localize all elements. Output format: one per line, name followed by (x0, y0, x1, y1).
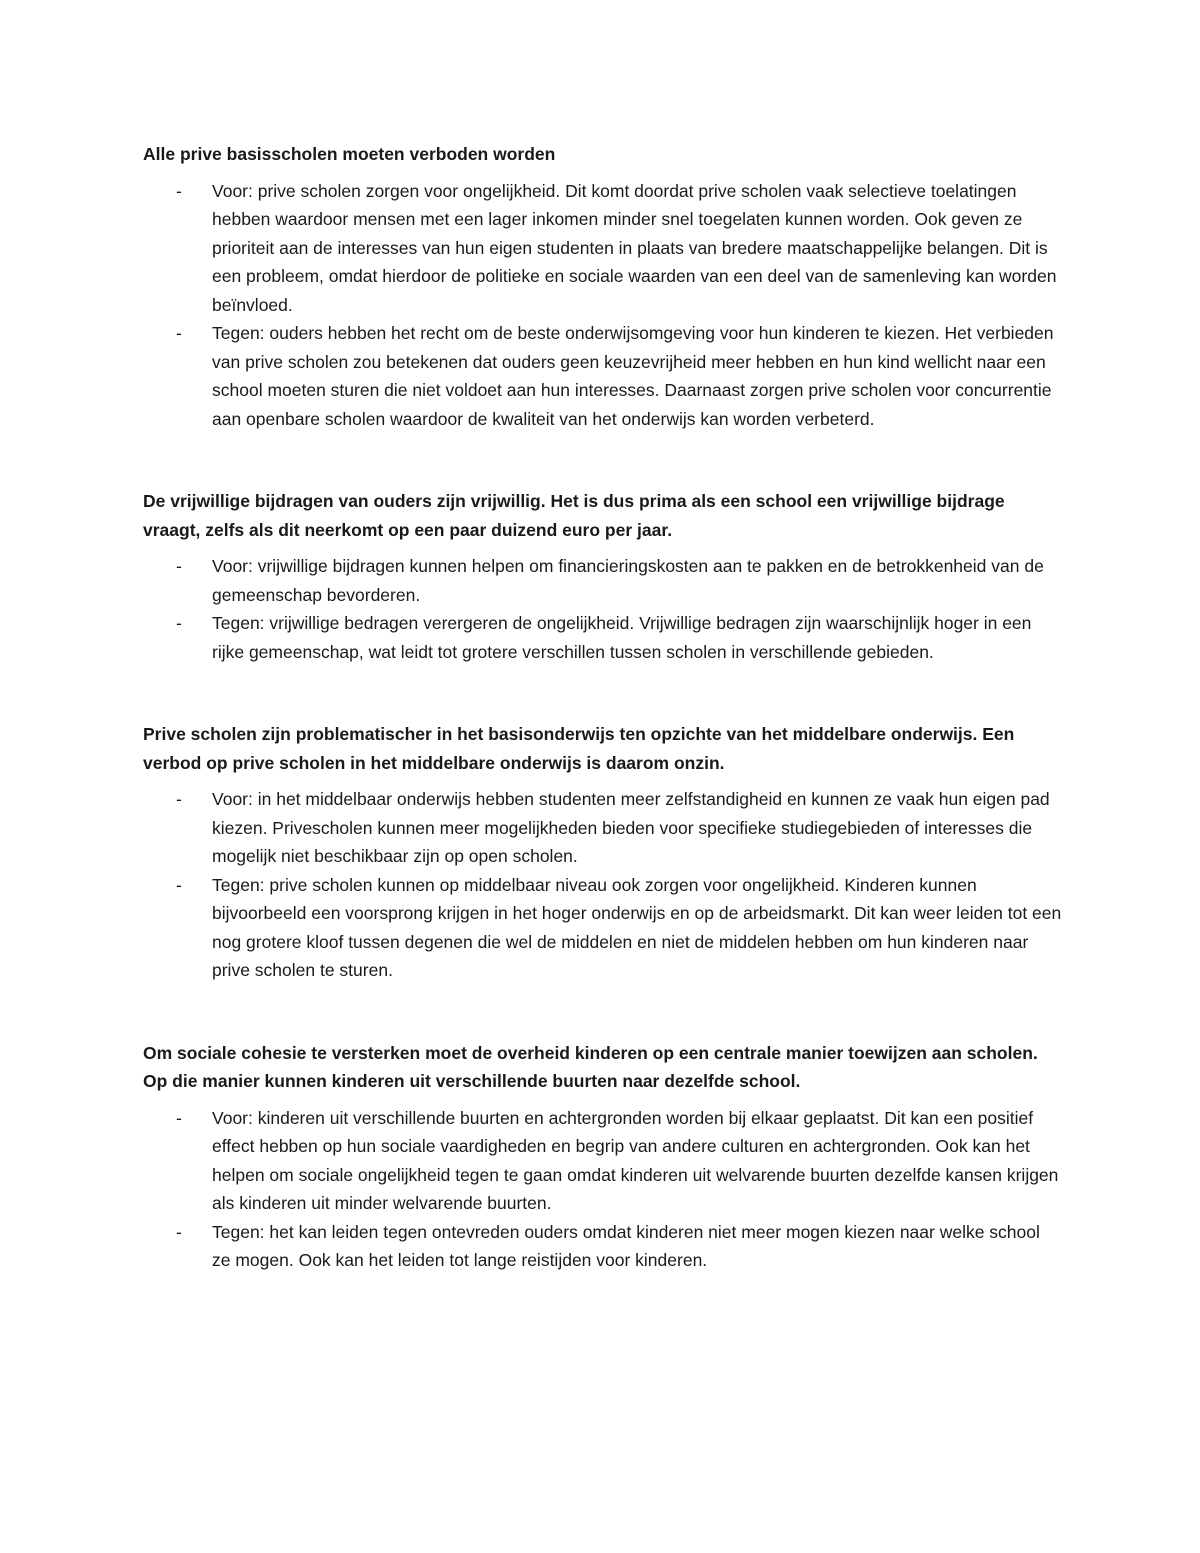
list-dash: - (176, 1107, 182, 1128)
argument-tegen (143, 319, 1063, 433)
list-dash: - (176, 556, 182, 576)
argument-tegen (143, 1218, 1063, 1275)
list-dash: - (176, 180, 182, 201)
list-dash: - (176, 874, 182, 895)
argument-text: Voor: kinderen uit verschillende buurten en achtergronden worden bij elkaar geplaatst. Dit kan een positief effect hebben op hun sociale vaardigheden en begrip van andere culturen en achtergronden. Ook kan het helpen om sociale ongelijkheid tegen te gaan omdat kinderen uit welvarende buurten dezelfde kansen krijgen als kinderen uit minder welvarende buurten. (212, 1107, 1059, 1213)
argument-text: Tegen: ouders hebben het recht om de beste onderwijsomgeving voor hun kinderen te kiezen. Het verbieden van prive scholen zou betekenen dat ouders geen keuzevrijheid meer hebben en hun kind wellicht naar een school moeten sturen die niet voldoet aan hun interesses. Daarnaast zorgen prive scholen voor concurrentie aan openbare scholen waardoor de kwaliteit van het onderwijs kan worden verbeterd. (212, 323, 1054, 429)
argument-list (143, 177, 1063, 434)
list-dash: - (176, 1221, 182, 1242)
argument-text: Voor: prive scholen zorgen voor ongelijkheid. Dit komt doordat prive scholen vaak selectieve toelatingen hebben waardoor mensen met een lager inkomen minder snel toegelaten kunnen worden. Ook geven ze prioriteit aan de interesses van hun eigen studenten in plaats van bredere maatschappelijke belangen. Dit is een probleem, omdat hierdoor de politieke en sociale waarden van een deel van de samenleving kan worden beïnvloed. (212, 180, 1057, 315)
argument-list (143, 552, 1063, 666)
argument-tegen (143, 609, 1063, 666)
document-page (143, 140, 1063, 1275)
argument-tegen (143, 871, 1063, 985)
section-vrijwillige-bijdragen (143, 487, 1063, 666)
section-heading: Alle prive basisscholen moeten verboden worden (143, 144, 556, 164)
list-dash: - (176, 789, 182, 809)
section-heading: De vrijwillige bijdragen van ouders zijn vrijwillig. Het is dus prima als een school een vrijwillige bijdrage vraagt, zelfs als dit neerkomt op een paar duizend euro per jaar. (143, 491, 1005, 540)
section-heading: Prive scholen zijn problematischer in het basisonderwijs ten opzichte van het middelbare onderwijs. Een verbod op prive scholen in het middelbare onderwijs is daarom onzin. (143, 724, 1015, 773)
argument-text: Voor: vrijwillige bijdragen kunnen helpen om financieringskosten aan te pakken en de betrokkenheid van de gemeenschap bevorderen. (212, 556, 1044, 605)
argument-voor (143, 1104, 1063, 1218)
argument-text: Tegen: het kan leiden tegen ontevreden ouders omdat kinderen niet meer mogen kiezen naar welke school ze mogen. Ook kan het leiden tot lange reistijden voor kinderen. (212, 1221, 1040, 1270)
argument-text: Voor: in het middelbaar onderwijs hebben studenten meer zelfstandigheid en kunnen ze vaak hun eigen pad kiezen. Privescholen kunnen meer mogelijkheden bieden voor specifieke studiegebieden of interesses die mogelijk niet beschikbaar zijn op open scholen. (212, 789, 1050, 866)
argument-voor (143, 785, 1063, 871)
section-middelbaar-onderwijs (143, 720, 1063, 985)
argument-text: Tegen: prive scholen kunnen op middelbaar niveau ook zorgen voor ongelijkheid. Kinderen kunnen bijvoorbeeld een voorsprong krijgen in het hoger onderwijs en op de arbeidsmarkt. Dit kan weer leiden tot een nog grotere kloof tussen degenen die wel de middelen en niet de middelen hebben om hun kinderen naar prive scholen te sturen. (212, 874, 1062, 980)
argument-list (143, 785, 1063, 985)
argument-text: Tegen: vrijwillige bedragen verergeren de ongelijkheid. Vrijwillige bedragen zijn waarschijnlijk hoger in een rijke gemeenschap, wat leidt tot grotere verschillen tussen scholen in verschillende gebieden. (212, 613, 1032, 662)
list-dash: - (176, 323, 182, 343)
argument-list (143, 1104, 1063, 1275)
section-heading: Om sociale cohesie te versterken moet de overheid kinderen op een centrale manier toewijzen aan scholen. Op die manier kunnen kinderen uit verschillende buurten naar dezelfde school. (143, 1042, 1038, 1091)
section-sociale-cohesie (143, 1039, 1063, 1275)
argument-voor (143, 552, 1063, 609)
section-prive-basisscholen (143, 140, 1063, 433)
list-dash: - (176, 613, 182, 633)
argument-voor (143, 177, 1063, 320)
